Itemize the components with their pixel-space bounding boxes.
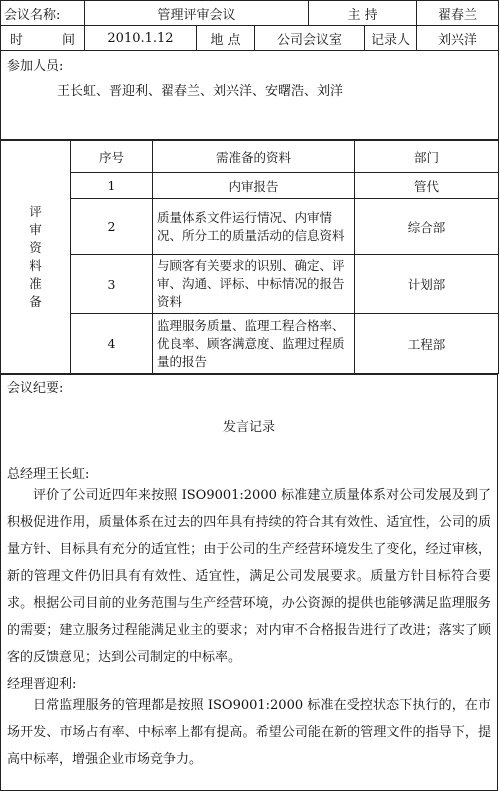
meeting-place: 公司会议室 [255,26,365,51]
row-no: 4 [71,314,153,374]
minutes-title: 发言记录 [222,420,275,435]
minutes-label: 会议纪要: [7,381,64,396]
attendees-cell [1,51,499,140]
header-no: 序号 [71,141,153,173]
minutes-table [0,374,498,791]
time-label: 时 间 [1,26,85,51]
meeting-name: 管理评审会议 [85,1,309,26]
meeting-info-table [0,0,499,140]
speaker-heading: 经理晋迎利: [7,677,77,692]
table-row [1,199,499,255]
header-dept: 部门 [355,141,499,173]
row-material: 与顾客有关要求的识别、确定、评审、沟通、评标、中标情况的报告资料 [153,255,355,314]
recorder-label: 记录人 [365,26,417,51]
row-dept: 管代 [355,173,499,199]
row-dept: 综合部 [355,199,499,255]
row-material: 质量体系文件运行情况、内审情况、所分工的质量活动的信息资料 [153,199,355,255]
attendees-list: 王长虹、晋迎利、翟春兰、刘兴洋、安曙浩、刘洋 [57,84,344,99]
preparation-side-label: 评 审 资 料 准 备 [1,141,71,374]
attendees-label: 参加人员: [7,59,64,74]
row-dept: 工程部 [355,314,499,374]
speaker-heading: 总经理王长虹: [7,467,90,482]
table-row [1,314,499,374]
preparation-table [0,140,499,374]
minutes-cell [1,375,498,791]
host-name: 翟春兰 [417,1,499,26]
row-material: 内审报告 [153,173,355,199]
meeting-name-label: 会议名称: [1,1,85,26]
table-row [1,173,499,199]
row-material: 监理服务质量、监理工程合格率、优良率、顾客满意度、监理过程质量的报告 [153,314,355,374]
row-no: 1 [71,173,153,199]
table-row [1,255,499,314]
row-no: 2 [71,199,153,255]
speaker-paragraph: 评价了公司近四年来按照 ISO9001:2000 标准建立质量体系对公司发展及到了积极促进作用，质量体系在过去的四年具有持续的符合其有效性、适宜性，公司的质量方针、目标具有充分的适宜性；由于公司的生产经营环境发生了变化，经过审核，新的管理文件仍旧具有有效性、适宜性，满足公司发展要求。质量方针目标符合要求。根据公司目前的业务范围与生产经营环境，办公资源的提供也能够满足监理服务的需要；建立服务过程能满足业主的要求；对内审不合格报告进行了改进；落实了顾客的反馈意见；达到公司制定的中标率。 [7,488,491,665]
host-label: 主 持 [309,1,417,26]
speaker-paragraph: 日常监理服务的管理都是按照 ISO9001:2000 标准在受控状态下执行的，在市场开发、市场占有率、中标率上都有提高。希望公司能在新的管理文件的指导下，提高中标率，增强企业市场竞争力。 [7,698,491,767]
meeting-date: 2010.1.12 [85,26,197,51]
recorder-name: 刘兴洋 [417,26,499,51]
row-no: 3 [71,255,153,314]
header-material: 需准备的资料 [153,141,355,173]
place-label: 地 点 [197,26,255,51]
row-dept: 计划部 [355,255,499,314]
